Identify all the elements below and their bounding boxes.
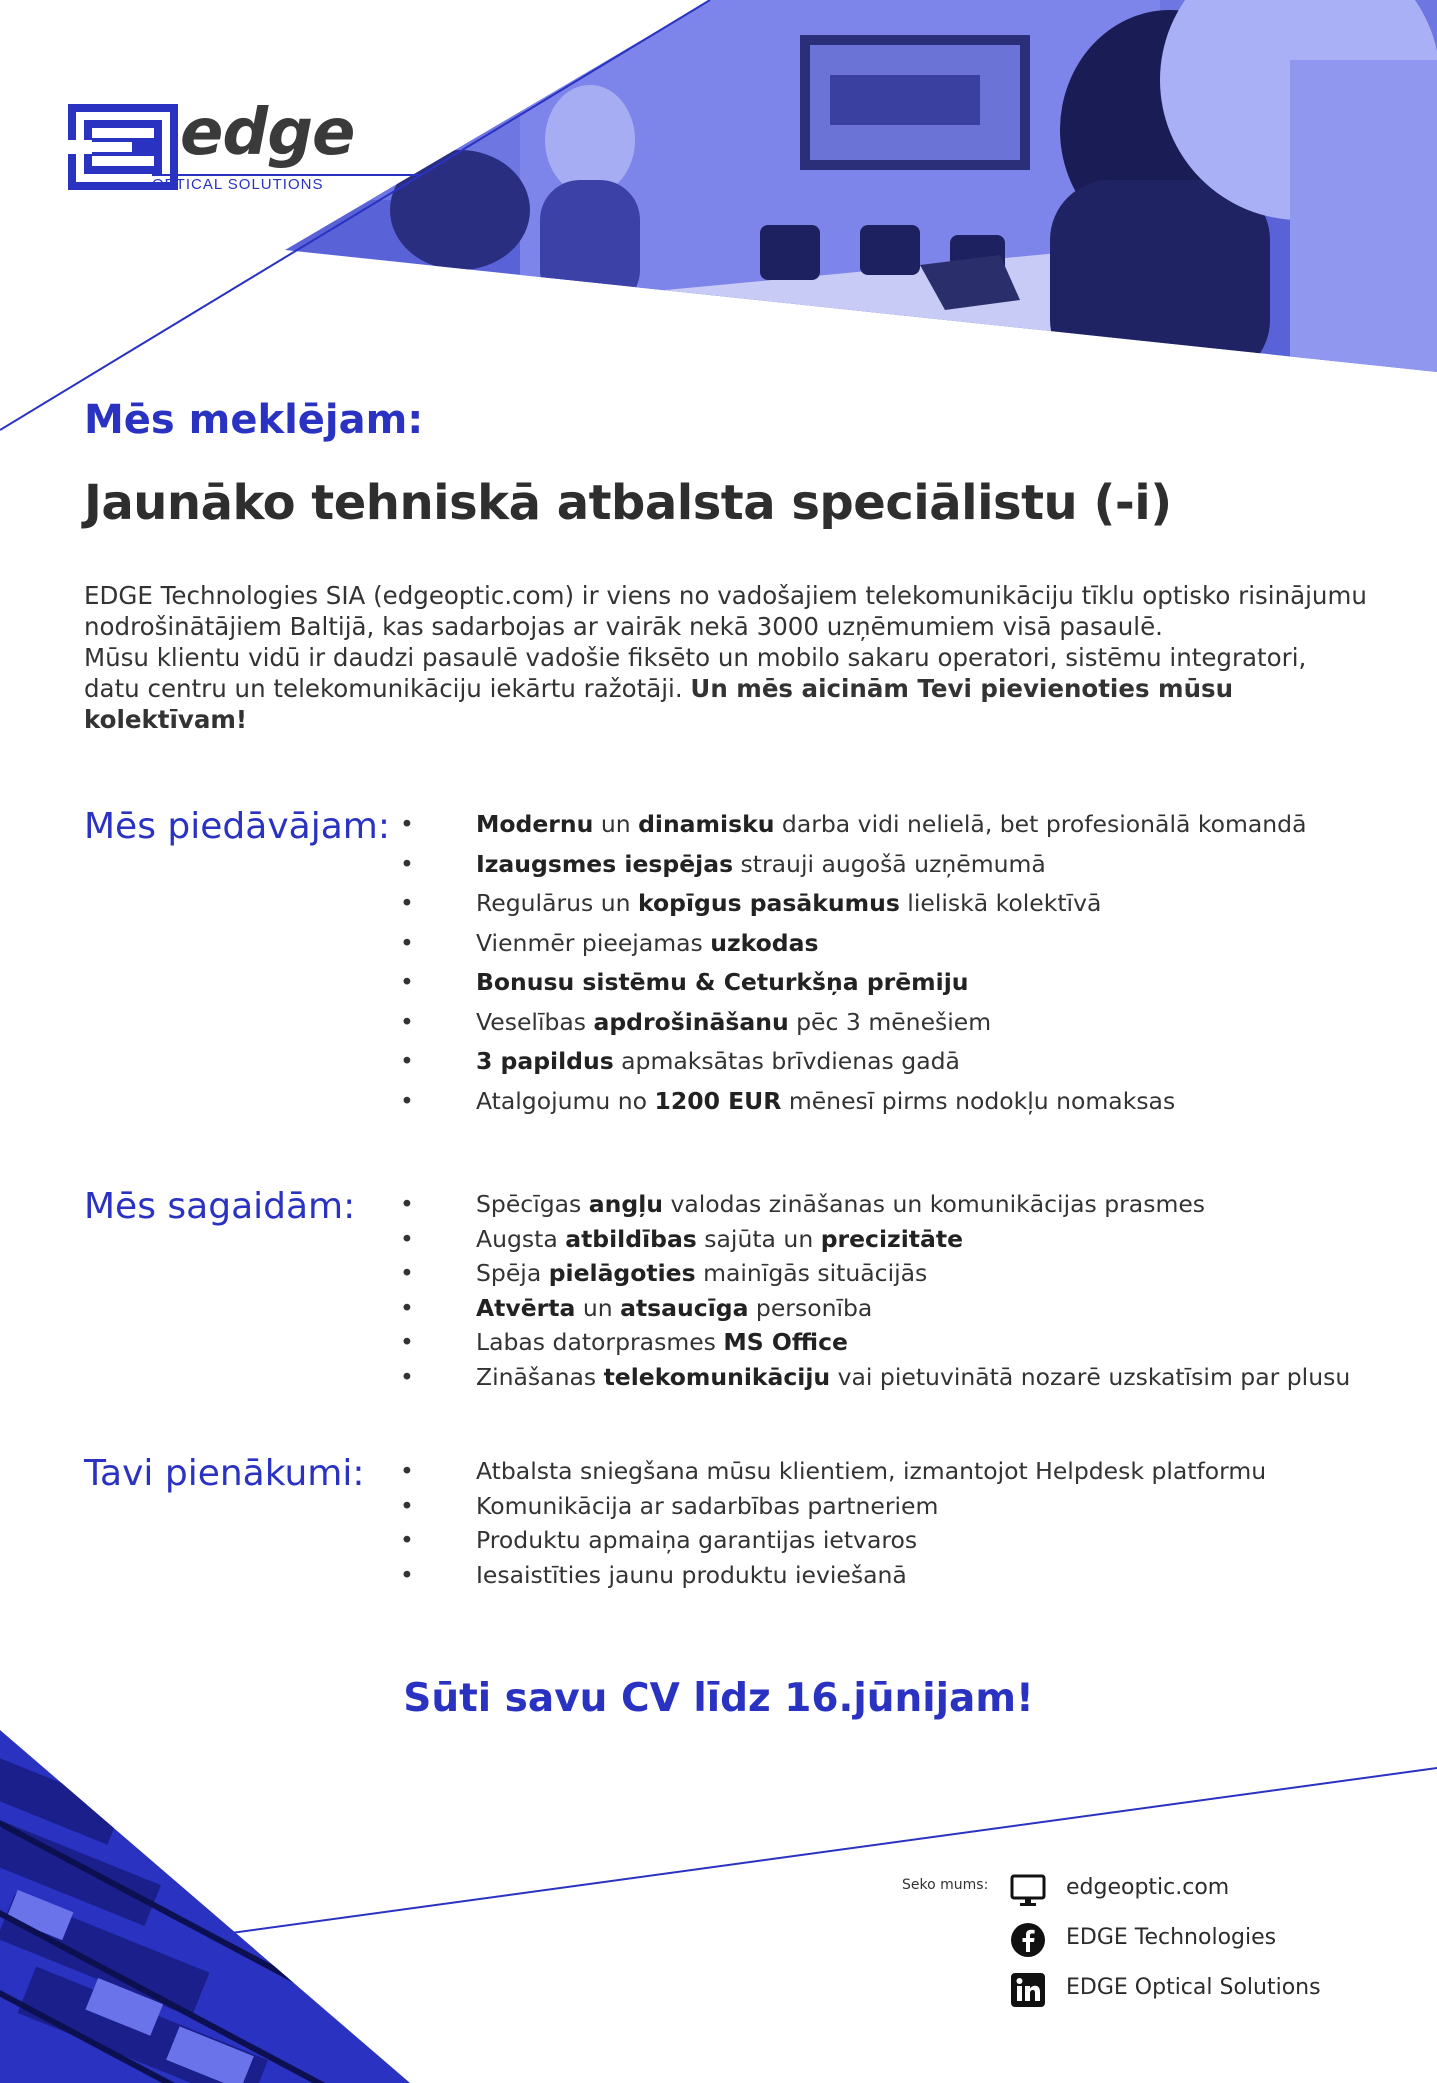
intro-line: EDGE Technologies SIA (edgeoptic.com) ir viens no vadošajiem telekomunikāciju tīklu optisko risinājumu (84, 581, 1367, 610)
bold-text: kopīgus pasākumus (638, 889, 900, 917)
social-link-label: EDGE Technologies (1066, 1925, 1277, 1950)
page-title: Jaunāko tehniskā atbalsta speciālistu (-i) (84, 475, 1172, 531)
text: Spēcīgas (476, 1190, 589, 1218)
bold-text: 3 papildus (476, 1047, 614, 1075)
requirements-list (400, 1190, 1350, 1397)
text: valodas zināšanas un komunikācijas prasmes (662, 1190, 1206, 1218)
bold-text: atbildības (565, 1224, 697, 1253)
duties-list (400, 1457, 1266, 1595)
bold-text: angļu (588, 1190, 663, 1218)
bold-text: dinamisku (638, 810, 775, 838)
list-item (400, 889, 1307, 929)
list-item (400, 1087, 1307, 1127)
bold-text: apdrošināšanu (593, 1007, 789, 1036)
list-item (400, 1225, 1350, 1260)
list-item (400, 1190, 1350, 1225)
list-item (400, 810, 1307, 850)
facebook-icon (1010, 1922, 1046, 1958)
cta-deadline: Sūti savu CV līdz 16.jūnijam! (403, 1676, 1034, 1721)
duties-heading: Tavi pienākumi: (84, 1453, 365, 1494)
text: un (575, 1293, 621, 1322)
text: Iesaistīties jaunu produktu ieviešanā (476, 1560, 907, 1589)
bold-text: atsaucīga (620, 1293, 749, 1322)
text: Atbalsta sniegšana mūsu klientiem, izmantojot Helpdesk platformu (476, 1457, 1267, 1485)
text: Komunikācija ar sadarbības partneriem (476, 1491, 939, 1520)
text: mēnesī pirms nodokļu nomaksas (781, 1086, 1176, 1115)
bold-text: 1200 EUR (654, 1086, 782, 1115)
logo-wordmark: edge (180, 96, 355, 170)
list-item (400, 1561, 1266, 1596)
list-item (400, 1492, 1266, 1527)
text: Vienmēr pieejamas (476, 928, 711, 957)
social-link-label: edgeoptic.com (1066, 1875, 1230, 1900)
text: vai pietuvinātā nozarē uzskatīsim par plusu (830, 1362, 1351, 1391)
list-item (400, 1526, 1266, 1561)
offers-heading: Mēs piedāvājam: (84, 806, 390, 847)
monitor-icon (1010, 1872, 1046, 1908)
intro-text: datu centru un telekomunikāciju iekārtu ražotāji. (84, 674, 691, 703)
text: un (593, 810, 639, 838)
bold-text: telekomunikāciju (603, 1362, 831, 1391)
bold-text: Modernu (476, 810, 594, 838)
bold-text: pielāgoties (548, 1259, 696, 1287)
intro-line: Mūsu klientu vidū ir daudzi pasaulē vadošie fiksēto un mobilo sakaru operatori, sistēmu integratori, (84, 643, 1307, 672)
offers-list (400, 810, 1307, 1126)
social-link-label: EDGE Optical Solutions (1066, 1975, 1321, 2000)
list-item (400, 1047, 1307, 1087)
bold-text: uzkodas (710, 928, 819, 957)
text: Regulārus un (476, 889, 638, 917)
intro-invitation: Un mēs aicinām Tevi pievienoties mūsu kolektīvam! (84, 674, 1234, 734)
kicker-heading: Mēs meklējam: (84, 397, 424, 443)
list-item (400, 1008, 1307, 1048)
linkedin-icon (1010, 1972, 1046, 2008)
bold-text: precizitāte (820, 1224, 964, 1253)
list-item (400, 1259, 1350, 1294)
text: personība (748, 1293, 873, 1322)
bold-text: Izaugsmes iespējas (476, 849, 734, 878)
list-item (400, 850, 1307, 890)
text: mainīgās situācijās (695, 1259, 928, 1287)
equipment-photo (0, 1700, 420, 2083)
edge-logo (68, 96, 358, 200)
intro-line: nodrošinātājiem Baltijā, kas sadarbojas ar vairāk nekā 3000 uzņēmumiem visā pasaulē. (84, 612, 1163, 641)
text: Spēja (476, 1259, 549, 1287)
bold-text: Atvērta (476, 1293, 576, 1322)
text: sajūta un (696, 1224, 821, 1253)
text: pēc 3 mēnešiem (788, 1007, 992, 1036)
bold-text: Bonusu sistēmu & Ceturkšņa prēmiju (476, 968, 969, 996)
list-item (400, 929, 1307, 969)
list-item (400, 1294, 1350, 1329)
bold-text: MS Office (723, 1328, 848, 1356)
follow-label: Seko mums: (902, 1877, 989, 1893)
requirements-heading: Mēs sagaidām: (84, 1186, 356, 1227)
logo-tagline: OPTICAL SOLUTIONS (152, 176, 324, 193)
list-item (400, 1363, 1350, 1398)
text: Zināšanas (476, 1362, 604, 1391)
text: lieliskā kolektīvā (899, 889, 1102, 917)
text: Augsta (476, 1224, 566, 1253)
text: Veselības (476, 1007, 594, 1036)
text: Labas datorprasmes (476, 1328, 724, 1356)
text: apmaksātas brīvdienas gadā (613, 1047, 960, 1075)
intro-paragraph (84, 580, 1384, 735)
text: Produktu apmaiņa garantijas ietvaros (476, 1526, 918, 1554)
text: strauji augošā uzņēmumā (733, 849, 1046, 878)
list-item (400, 1457, 1266, 1492)
text: Atalgojumu no (476, 1086, 655, 1115)
list-item (400, 1328, 1350, 1363)
text: darba vidi nelielā, bet profesionālā komandā (774, 810, 1307, 838)
intro-line (84, 673, 1384, 735)
list-item (400, 968, 1307, 1008)
